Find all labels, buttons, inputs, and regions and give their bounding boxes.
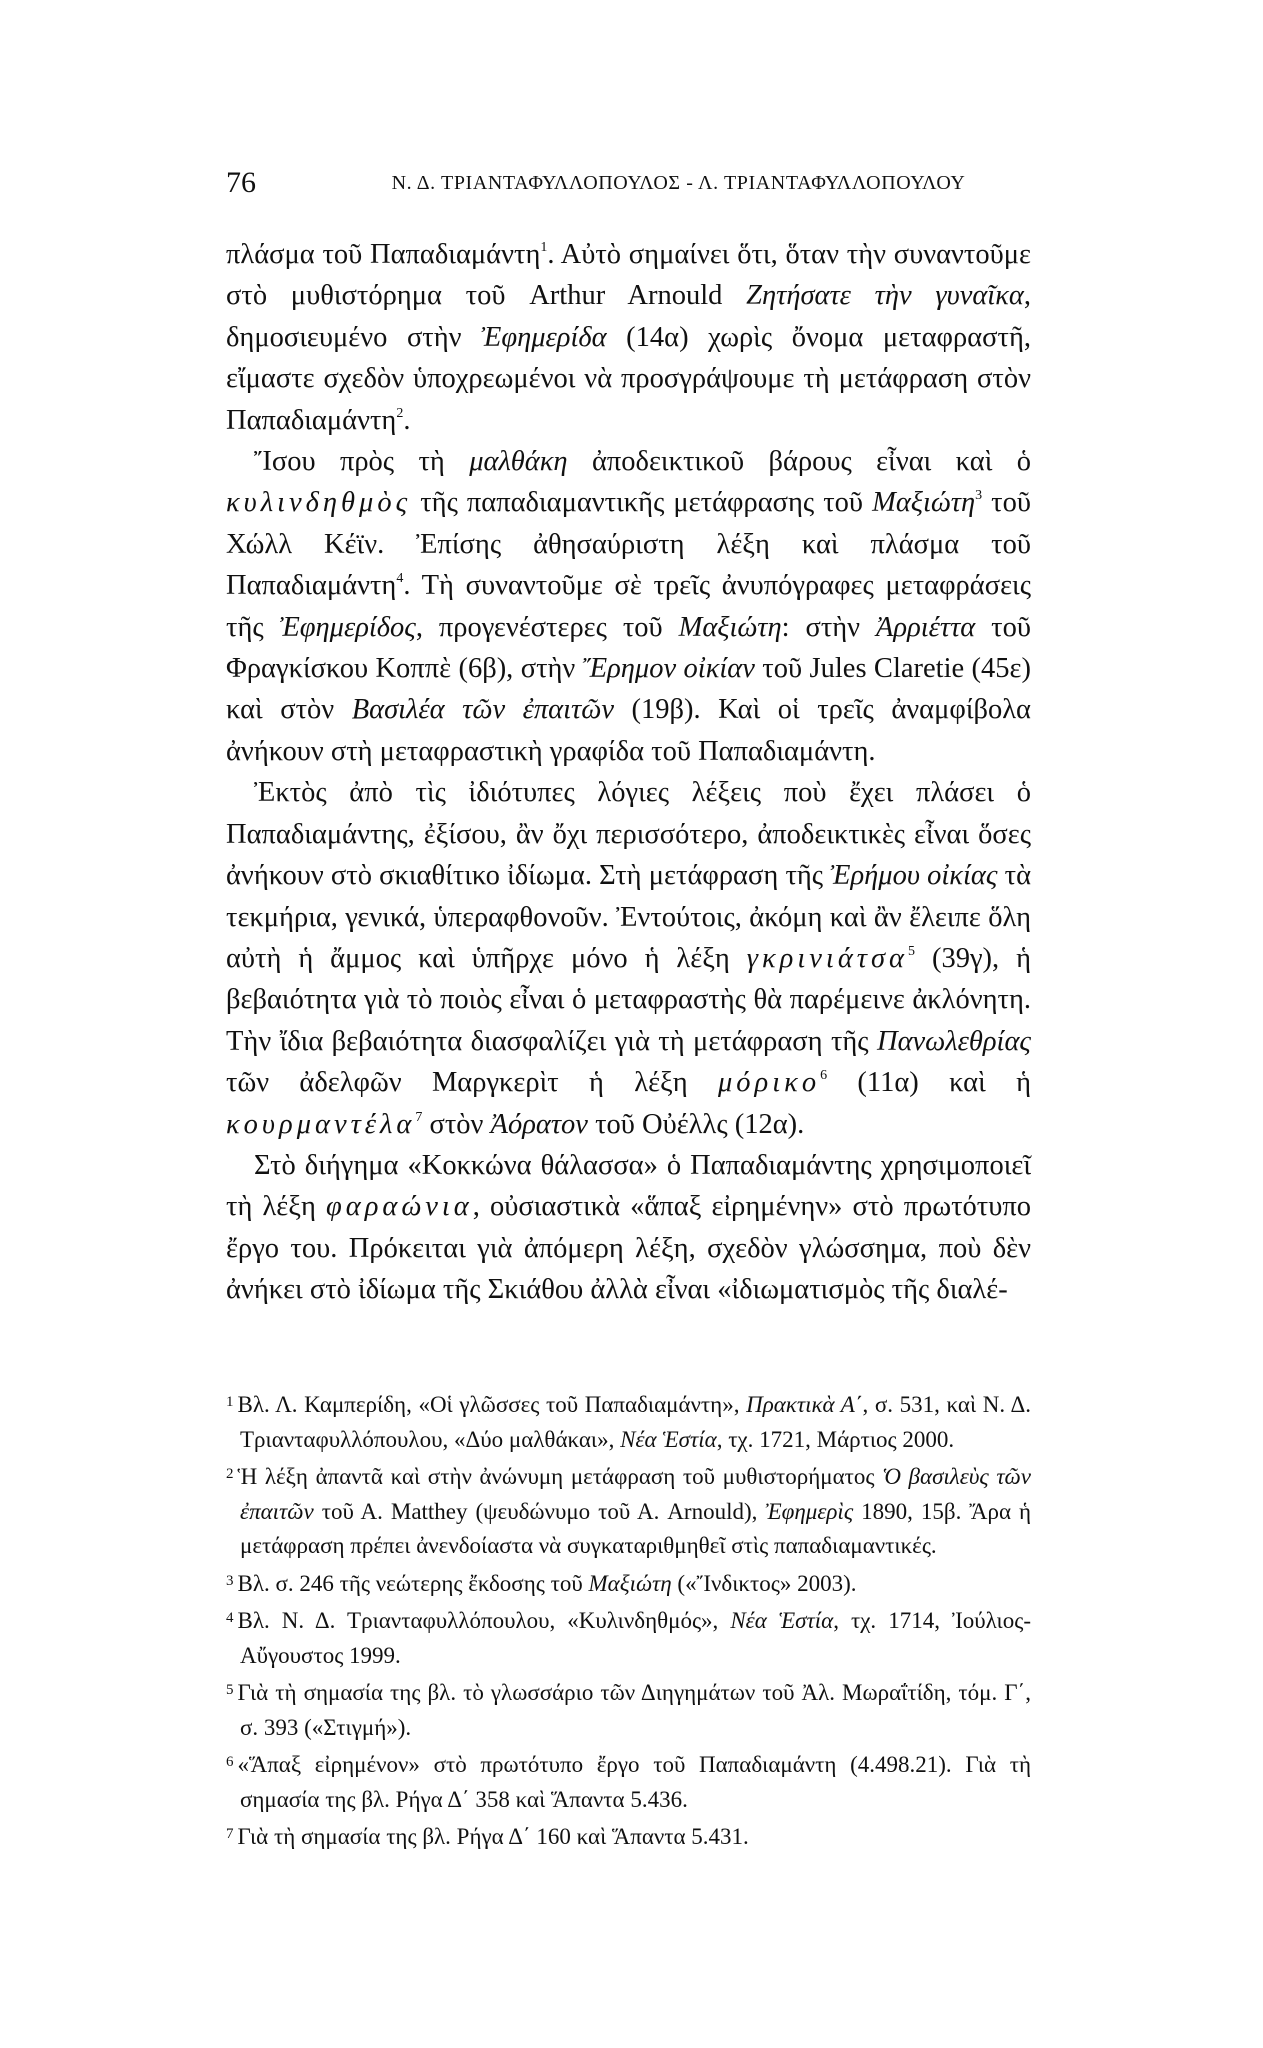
italic-title: Ἐρήμου οἰκίας [830, 860, 998, 892]
footnote-number: 5 [226, 1682, 234, 1698]
footnote [226, 1817, 1031, 1855]
italic-title: Πανωλεθρίας [876, 1025, 1031, 1057]
paragraph-4 [226, 1145, 1031, 1311]
footnote [226, 1385, 1031, 1457]
italic-title: Ζητήσατε τὴν γυναῖκα [746, 280, 1024, 312]
footnote [226, 1673, 1031, 1745]
italic-title: Ἔρημον οἰκίαν [582, 653, 755, 685]
text-run: Βλ. σ. 246 τῆς νεώτερης ἔκδοσης τοῦ [237, 1570, 589, 1596]
text-run: τοῦ Χώλλ Κέϊν. Ἐπίσης ἀθησαύριστη λέξη καὶ πλάσμα τοῦ Παπαδιαμάντη [226, 487, 1031, 602]
text-run: , προγενέστερες τοῦ [415, 611, 679, 643]
text-run: , τχ. 1714, Ἰούλιος-Αὔγουστος 1999. [240, 1608, 1032, 1668]
text-run: τοῦ Α. Matthey (ψευδώνυμο τοῦ Α. Arnould), [313, 1498, 766, 1524]
spaced-word: γκρινιάτσα [746, 942, 909, 974]
italic-title: Μαξιώτη [872, 487, 976, 519]
text-run: τοῦ Οὐέλλς (12α). [587, 1108, 805, 1140]
spaced-word: μόρικο [717, 1067, 821, 1099]
italic-title: Μαξιώτη [588, 1570, 672, 1596]
text-run: Ἡ λέξη ἀπαντᾶ καὶ στὴν ἀνώνυμη μετάφραση τοῦ μυθιστορήματος [237, 1464, 883, 1489]
footnote-ref: 2 [396, 405, 404, 421]
text-run: («Ἴνδικτος» 2003). [671, 1570, 857, 1596]
spaced-word: κυλινδηθμὸς [226, 487, 412, 519]
italic-title: Βασιλέα τῶν ἐπαιτῶν [351, 694, 614, 726]
text-run: τῆς παπαδιαμαντικῆς μετάφρασης τοῦ [411, 487, 873, 519]
footnote [226, 1601, 1031, 1673]
footnote-ref: 3 [975, 488, 983, 504]
footnote [226, 1457, 1031, 1564]
running-head: Ν. Δ. ΤΡΙΑΝΤΑΦΥΛΛΟΠΟΥΛΟΣ - Λ. ΤΡΙΑΝΤΑΦΥΛΛΟΠΟΥΛΟΥ [391, 172, 966, 194]
text-run: Γιὰ τὴ σημασία της βλ. Ρήγα Δ΄ 160 καὶ Ἅπαντα 5.431. [237, 1824, 749, 1849]
text-run: , δημοσιευμένο στὴν [226, 280, 1031, 353]
text-run: Ἴσου πρὸς τὴ [254, 446, 470, 478]
footnote-ref: 5 [908, 943, 916, 959]
text-run: . [403, 404, 411, 436]
footnote [226, 1745, 1031, 1817]
footnote-number: 1 [226, 1394, 234, 1410]
text-run: Στὸ διήγημα «Κοκκώνα θάλασσα» ὁ Παπαδιαμάντης χρησιμοποιεῖ τὴ λέξη [226, 1149, 1031, 1223]
text-run: τὰ τεκμήρια, γενικά, ὑπεραφθονοῦν. Ἐντούτοις, ἀκόμη καὶ ἂν ἔλειπε ὅλη αὐτὴ ἡ ἄμμος καὶ ὑπῆρχε μόνο ἡ λέξη [226, 860, 1031, 974]
footnote-number: 7 [226, 1826, 234, 1842]
italic-word: μαλθάκη [469, 446, 568, 478]
text-run: (19β). Καὶ οἱ τρεῖς ἀναμφίβολα ἀνήκουν στὴ μεταφραστικὴ γραφίδα τοῦ Παπαδιαμάντη. [226, 694, 1031, 767]
text-run: τοῦ Jules Claretie (45ε) καὶ στὸν [226, 653, 1031, 726]
text-run: . Τὴ συναντοῦμε σὲ τρεῖς ἀνυπόγραφες μεταφράσεις τῆς [226, 570, 1031, 643]
text-run: τοῦ Φραγκίσκου Κοππὲ (6β), στὴν [226, 611, 1031, 685]
page-number: 76 [226, 166, 256, 199]
footnote-number: 2 [226, 1466, 234, 1482]
main-text [226, 234, 1031, 1311]
text-run: 1890, 15β. Ἄρα ἡ μετάφραση πρέπει ἀνενδοίαστα νὰ συγκαταριθμηθεῖ στὶς παπαδιαμαντικές. [240, 1498, 1032, 1558]
text-run: Ἐκτὸς ἀπὸ τὶς ἰδιότυπες λόγιες λέξεις ποὺ ἔχει πλάσει ὁ Παπαδιαμάντης, ἐξίσου, ἂν ὄχι περισσότερο, ἀποδεικτικὲς εἶναι ὅσες ἀνήκουν στὸ σκιαθίτικο ἰδίωμα. Στὴ μετάφραση τῆς [226, 777, 1031, 892]
page-header [226, 166, 1031, 206]
italic-title: Ἐφημερίδα [481, 321, 607, 353]
text-run: , σ. 531, καὶ Ν. Δ. Τριανταφυλλόπουλου, «Δύο μαλθάκαι», [240, 1392, 1032, 1452]
italic-title: Πρακτικὰ Α΄ [746, 1392, 863, 1417]
text-run: Γιὰ τὴ σημασία της βλ. τὸ γλωσσάριο τῶν Διηγημάτων τοῦ Ἀλ. Μωραΐτίδη, τόμ. Γ΄, σ. 393 («Στιγμή»). [237, 1680, 1031, 1740]
spaced-word: φαραώνια [325, 1191, 473, 1223]
italic-title: Νέα Ἑστία [620, 1426, 717, 1452]
text-run: «Ἅπαξ εἰρημένον» στὸ πρωτότυπο ἔργο τοῦ Παπαδιαμάντη (4.498.21). Γιὰ τὴ σημασία της βλ. Ρήγα Δ΄ 358 καὶ Ἅπαντα 5.436. [237, 1752, 1031, 1812]
paragraph-3 [226, 772, 1031, 1145]
italic-title: Ἐφημερίδος [279, 611, 416, 643]
text-run: . Αὐτὸ σημαίνει ὅτι, ὅταν τὴν συναντοῦμε στὸ μυθιστόρημα τοῦ Arthur Arnould [226, 239, 1031, 312]
text-run: πλάσμα τοῦ Παπαδιαμάντη [226, 239, 541, 270]
footnote-ref: 6 [820, 1068, 828, 1084]
italic-title: Ἀρριέττα [875, 611, 976, 643]
footnote-number: 6 [226, 1754, 234, 1770]
text-run: (39γ), ἡ βεβαιότητα γιὰ τὸ ποιὸς εἶναι ὁ μεταφραστὴς θὰ παρέμεινε ἀκλόνητη. Τὴν ἴδια βεβαιότητα διασφαλίζει γιὰ τὴ μετάφραση τῆς [226, 942, 1031, 1057]
footnotes [226, 1385, 1031, 1855]
footnote-ref: 4 [396, 571, 404, 587]
text-run: Βλ. Λ. Καμπερίδη, «Οἱ γλῶσσες τοῦ Παπαδιαμάντη», [237, 1392, 747, 1417]
italic-title: Ἐφημερὶς [765, 1498, 854, 1524]
footnote-number: 3 [226, 1572, 234, 1589]
text-run: (14α) χωρὶς ὄνομα μεταφραστῆ, εἴμαστε σχεδὸν ὑποχρεωμένοι νὰ προσγράψουμε τὴ μετάφραση στὸν Παπαδιαμάντη [226, 321, 1031, 436]
paragraph-2 [226, 441, 1031, 772]
text-run: Βλ. Ν. Δ. Τριανταφυλλόπουλου, «Κυλινδηθμός», [237, 1608, 731, 1633]
text-run: (11α) καὶ ἡ [827, 1067, 1031, 1099]
paragraph-1 [226, 234, 1031, 441]
text-run: : στὴν [781, 611, 876, 643]
footnote [226, 1564, 1031, 1602]
footnote-number: 4 [226, 1610, 234, 1626]
footnote-ref: 7 [415, 1109, 423, 1125]
text-run: , τχ. 1721, Μάρτιος 2000. [716, 1426, 955, 1452]
text-run: τῶν ἀδελφῶν Μαργκερὶτ ἡ λέξη [226, 1067, 718, 1099]
italic-title: Νέα Ἑστία [730, 1608, 834, 1633]
spaced-word: κουρμαντέλα [226, 1108, 416, 1140]
italic-title: Ὁ βασιλεὺς τῶν ἐπαιτῶν [240, 1464, 1031, 1524]
footnote-ref: 1 [540, 240, 548, 255]
text-run: , οὐσιαστικὰ «ἅπαξ εἰρημένην» στὸ πρωτότυπο ἔργο του. Πρόκειται γιὰ ἀπόμερη λέξη, σχεδὸν γλώσσημα, ποὺ δὲν ἀνήκει στὸ ἰδίωμα τῆς Σκιάθου ἀλλὰ εἶναι «ἰδιωματισμὸς τῆς διαλέ- [226, 1191, 1031, 1306]
italic-title: Ἀόρατον [490, 1108, 588, 1140]
text-run: στὸν [422, 1108, 491, 1140]
italic-title: Μαξιώτη [678, 611, 782, 643]
text-run: ἀποδεικτικοῦ βάρους εἶναι καὶ ὁ [567, 446, 1031, 478]
